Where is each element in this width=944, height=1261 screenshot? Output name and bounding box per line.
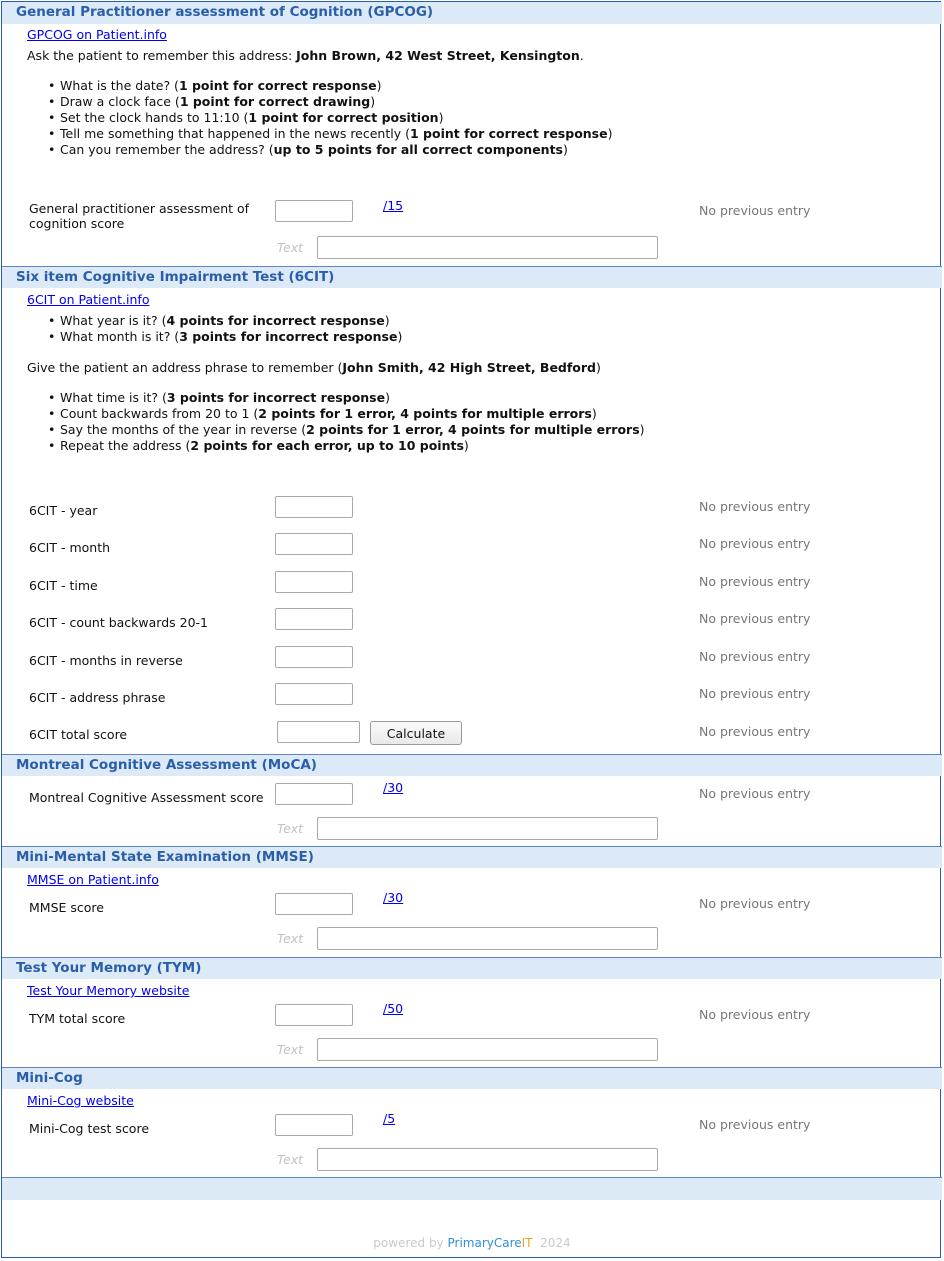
list-item: • Repeat the address (2 points for each error, up to 10 points) [40,438,645,454]
minicog-text-label: Text [277,1152,304,1167]
tym-score-label: TYM total score [29,1011,126,1026]
minicog-score-label: Mini-Cog test score [29,1121,150,1136]
gpcog-previous-entry: No previous entry [699,203,811,218]
tym-text-label: Text [277,1042,304,1057]
sixcit-year-input[interactable] [275,496,353,518]
tym-text-field[interactable] [317,1038,658,1061]
list-item: • What month is it? (3 points for incorrect response) [40,329,402,345]
list-item: • Count backwards from 20 to 1 (2 points for 1 error, 4 points for multiple errors) [40,406,645,422]
moca-text-label: Text [277,821,304,836]
mmse-patient-info-link[interactable]: MMSE on Patient.info [27,872,159,887]
minicog-max-score[interactable]: /5 [383,1111,396,1126]
footer-powered-text: powered by [373,1236,448,1250]
tym-score-input[interactable] [275,1004,353,1026]
sixcit-year-label: 6CIT - year [29,503,98,518]
gpcog-section-title: General Practitioner assessment of Cognition (GPCOG) [2,2,942,24]
sixcit-time-input[interactable] [275,571,353,593]
gpcog-text-field[interactable] [317,236,658,259]
mmse-text-label: Text [277,931,304,946]
list-item: • What year is it? (4 points for incorrect response) [40,313,402,329]
sixcit-total-previous: No previous entry [699,724,811,739]
sixcit-address-label: 6CIT - address phrase [29,690,166,705]
minicog-section-title: Mini-Cog [2,1067,942,1089]
sixcit-month-label: 6CIT - month [29,540,111,555]
moca-score-label: Montreal Cognitive Assessment score [29,790,264,805]
minicog-website-link[interactable]: Mini-Cog website [27,1093,134,1108]
list-item: • What time is it? (3 points for incorrect response) [40,390,645,406]
tym-max-score[interactable]: /50 [383,1001,404,1016]
gpcog-score-label: General practitioner assessment of cognition score [29,201,250,231]
sixcit-months-label: 6CIT - months in reverse [29,653,183,668]
mmse-max-score[interactable]: /30 [383,890,404,905]
list-item: • Draw a clock face (1 point for correct drawing) [40,94,613,110]
moca-section-title: Montreal Cognitive Assessment (MoCA) [2,754,942,776]
tym-section-title: Test Your Memory (TYM) [2,957,942,979]
footer-brand: PrimaryCare [447,1236,522,1250]
sixcit-total-label: 6CIT total score [29,727,128,742]
sixcit-address-input[interactable] [275,683,353,705]
powered-by-footer [0,1236,944,1250]
sixcit-months-previous: No previous entry [699,649,811,664]
sixcit-address: John Smith, 42 High Street, Bedford [342,360,597,375]
sixcit-count-previous: No previous entry [699,611,811,626]
sixcit-question-list-b [40,390,645,454]
minicog-score-input[interactable] [275,1114,353,1136]
gpcog-text-label: Text [277,240,304,255]
moca-previous-entry: No previous entry [699,786,811,801]
list-item: • Say the months of the year in reverse (2 points for 1 error, 4 points for multiple errors) [40,422,645,438]
gpcog-intro [27,48,584,63]
moca-max-score[interactable]: /30 [383,780,404,795]
sixcit-count-label: 6CIT - count backwards 20-1 [29,615,208,630]
gpcog-address: John Brown, 42 West Street, Kensington [296,48,580,63]
mmse-text-field[interactable] [317,927,658,950]
sixcit-months-input[interactable] [275,646,353,668]
tym-website-link[interactable]: Test Your Memory website [27,983,190,998]
tym-previous-entry: No previous entry [699,1007,811,1022]
sixcit-patient-info-link[interactable]: 6CIT on Patient.info [27,292,150,307]
footer-brand-suffix: IT [521,1236,533,1250]
sixcit-year-previous: No previous entry [699,499,811,514]
sixcit-question-list-a [40,313,402,345]
sixcit-month-input[interactable] [275,533,353,555]
footer-year: 2024 [540,1236,571,1250]
gpcog-max-score[interactable]: /15 [383,198,404,213]
list-item: • Can you remember the address? (up to 5 points for all correct components) [40,142,613,158]
list-item: • Tell me something that happened in the news recently (1 point for correct response) [40,126,613,142]
mmse-previous-entry: No previous entry [699,896,811,911]
sixcit-section-title: Six item Cognitive Impairment Test (6CIT) [2,266,942,288]
minicog-previous-entry: No previous entry [699,1117,811,1132]
gpcog-score-input[interactable] [275,200,353,222]
sixcit-month-previous: No previous entry [699,536,811,551]
sixcit-address-instruction: Give the patient an address phrase to remember (John Smith, 42 High Street, Bedford) [27,360,601,375]
gpcog-patient-info-link[interactable]: GPCOG on Patient.info [27,27,167,42]
sixcit-address-previous: No previous entry [699,686,811,701]
sixcit-time-label: 6CIT - time [29,578,98,593]
mmse-section-title: Mini-Mental State Examination (MMSE) [2,846,942,868]
footer-bar [2,1177,942,1200]
mmse-score-label: MMSE score [29,900,104,915]
moca-text-field[interactable] [317,817,658,840]
calculate-button[interactable]: Calculate [370,721,462,745]
sixcit-time-previous: No previous entry [699,574,811,589]
gpcog-intro-text: Ask the patient to remember this address: [27,48,297,63]
list-item: • What is the date? (1 point for correct response) [40,78,613,94]
gpcog-question-list [40,78,613,158]
mmse-score-input[interactable] [275,893,353,915]
sixcit-count-input[interactable] [275,608,353,630]
sixcit-total-input[interactable] [277,721,360,743]
gpcog-intro-end: . [579,48,584,63]
minicog-text-field[interactable] [317,1148,658,1171]
moca-score-input[interactable] [275,783,353,805]
list-item: • Set the clock hands to 11:10 (1 point for correct position) [40,110,613,126]
